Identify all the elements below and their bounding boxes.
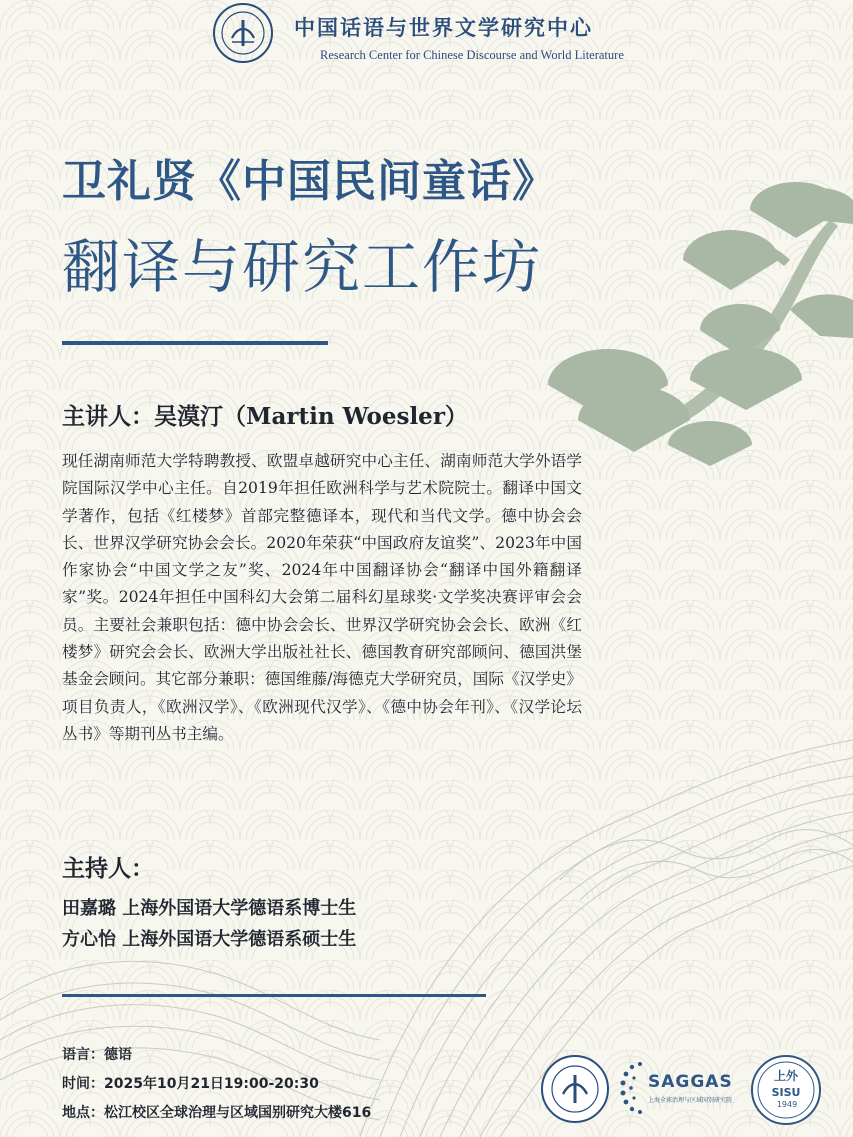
research-center-seal-logo [212,2,274,64]
speaker-label: 主讲人：吴漠汀（Martin Woesler） [62,403,468,430]
title-line-2: 翻译与研究工作坊 [62,233,543,301]
host-item: 方心怡 上海外国语大学德语系硕士生 [62,929,357,950]
host-item: 田嘉璐 上海外国语大学德语系博士生 [62,898,357,919]
saggas-dots-icon [618,1058,648,1118]
partner-logos [540,1050,840,1130]
sisu-seal-text-top: 上外 [773,1069,799,1083]
center-name-en: Research Center for Chinese Discourse and World Literature [320,48,624,62]
sisu-seal-logo [750,1054,822,1126]
center-name-cn: 中国话语与世界文学研究中心 [294,16,593,40]
sisu-year: 1949 [776,1100,798,1109]
title-divider [62,341,328,345]
speaker-bio: 现任湖南师范大学特聘教授、欧盟卓越研究中心主任、湖南师范大学外语学院国际汉学中心主任。自2019年担任欧洲科学与艺术院院士。翻译中国文学著作，包括《红楼梦》首部完整德译本，现代和当代文学。德中协会会长、世界汉学研究协会会长。2020年荣获“中国政府友谊奖”、2023年中国作家协会“中国文学之友”奖、2024年中国翻译协会“翻译中国外籍翻译家”奖。2024年担任中国科幻大会第二届科幻星球奖·文学奖决赛评审会会员。主要社会兼职包括：德中协会会长、世界汉学研究协会会长、欧洲《红楼梦》研究会会长、欧洲大学出版社社长、德国教育研究部顾问、德国洪堡基金会顾问。其它部分兼职：德国维藤/海德克大学研究员，国际《汉学史》项目负责人，《欧洲汉学》、《欧洲现代汉学》、《德中协会年刊》、《汉学论坛丛书》等期刊丛书主编。 [62,452,582,743]
event-language: 语言：德语 [62,1047,132,1063]
event-time: 时间：2025年10月21日19:00-20:30 [62,1076,319,1092]
sisu-seal-text-mid: SISU [771,1086,801,1099]
info-divider [62,994,486,997]
saggas-wordmark: SAGGAS [648,1072,733,1092]
research-center-seal-logo-small [540,1054,610,1124]
title-line-1: 卫礼贤《中国民间童话》 [62,156,557,207]
event-location: 地点：松江校区全球治理与区域国别研究大楼616 [62,1105,372,1121]
saggas-subtitle: 上海全球治理与区域国别研究院 [648,1097,733,1104]
header [212,2,672,66]
host-label: 主持人： [62,855,154,882]
